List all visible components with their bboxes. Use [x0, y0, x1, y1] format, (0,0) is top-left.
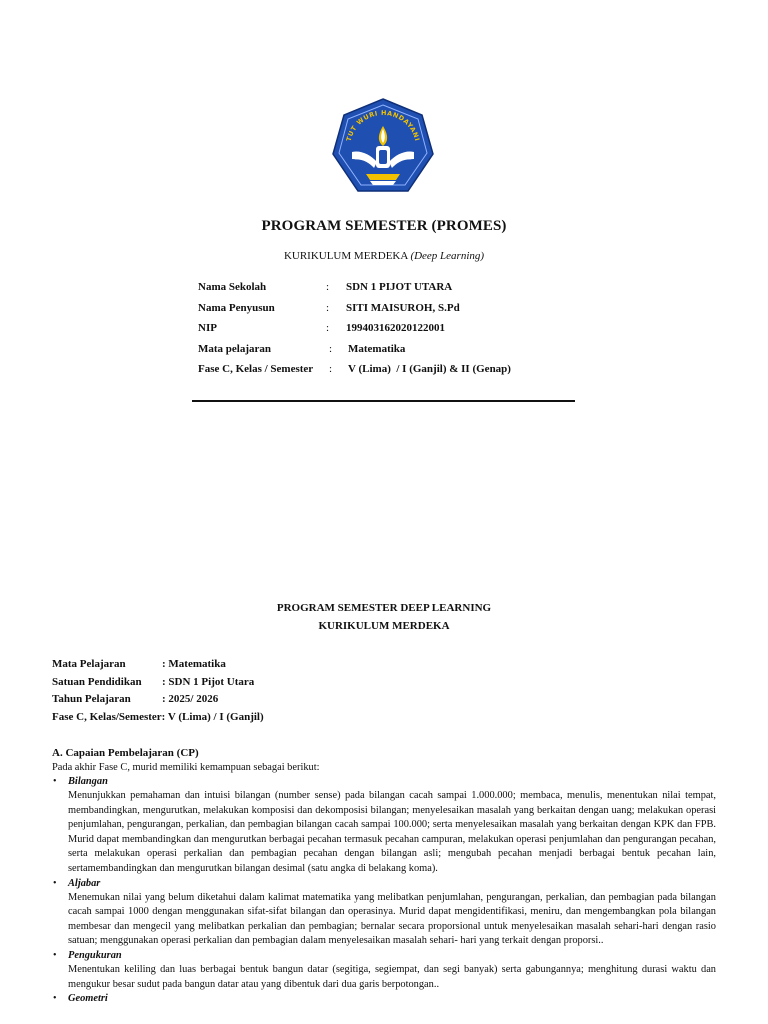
identity-label: NIP	[198, 322, 217, 334]
tut-wuri-handayani-logo-icon	[330, 96, 436, 202]
capaian-pembelajaran-section	[52, 746, 716, 1006]
info-label: Mata Pelajaran	[52, 658, 126, 670]
info-value: : V (Lima) / I (Ganjil)	[161, 710, 264, 723]
list-item	[52, 775, 716, 877]
info-label: Satuan Pendidikan	[52, 675, 142, 688]
list-item	[52, 877, 716, 949]
identity-value: SITI MAISUROH, S.Pd	[346, 301, 460, 314]
cp-heading: A. Capaian Pembelajaran (CP)	[52, 747, 199, 759]
info-row	[52, 710, 264, 728]
identity-value: V (Lima) / I (Ganjil) & II (Genap)	[348, 363, 511, 375]
cp-item-description: Menemukan nilai yang belum diketahui dalam kalimat matematika yang melibatkan penjumlahan, pengurangan, perkalian, dan pembagian pada bilangan cacah sampai 1000 dengan menggunakan sifat-sifat bilangan dan operasinya. Murid dapat mengidentifikasi, meniru, dan mengembangkan pola bilangan membesar dan mengecil yang melibatkan perkalian dan pembagian; bernalar secara proporsional untuk menyelesaikan masalah sehari-hari dengan rasio satuan; menggunakan operasi perkalian dan pembagian dalam menyelesaikan masalah sehari- hari yang terkait dengan proporsi..	[68, 891, 716, 947]
info-value: : Matematika	[162, 658, 226, 670]
identity-value: 199403162020122001	[346, 322, 445, 334]
identity-colon: :	[329, 363, 333, 375]
cp-item-description: Menunjukkan pemahaman dan intuisi bilangan (number sense) pada bilangan cacah sampai 1.000.000; membaca, menulis, menentukan nilai tempat, membandingkan, mengurutkan, melakukan komposisi dan dekomposisi bilangan; menyelesaikan masalah yang berkaitan dengan uang; melakukan operasi penjumlahan, pengurangan, perkalian, dan pembagian bilangan cacah sampai 100.000; serta menyelesaikan masalah yang berkaitan dengan KPK dan FPB. Murid dapat membandingkan dan mengurutkan berbagai pecahan termasuk pecahan campuran, melakukan operasi penjumlahan dan pengurangan pecahan, serta melakukan operasi perkalian dan pembagian pecahan dengan bilangan asli; mengubah pecahan menjadi berbagai bentuk pecahan lain, sertamembandingkan dan mengurutkan bilangan desimal (satu angka di belakang koma).	[68, 790, 716, 874]
bullet-icon: •	[53, 776, 57, 787]
identity-label: Fase C, Kelas / Semester	[198, 363, 314, 375]
info-value: : SDN 1 Pijot Utara	[162, 675, 255, 688]
bullet-icon: •	[53, 993, 57, 1005]
cp-list	[52, 775, 716, 1006]
list-item	[52, 949, 716, 992]
cp-item-name: Bilangan	[68, 776, 108, 787]
cp-item-name: Pengukuran	[68, 949, 122, 961]
identity-colon: :	[326, 301, 330, 314]
identity-colon: :	[329, 342, 333, 355]
identity-colon: :	[326, 281, 330, 293]
identity-label: Nama Sekolah	[198, 281, 267, 293]
info-table	[52, 657, 264, 727]
section-title-line-2: KURIKULUM MERDEKA	[318, 620, 450, 632]
cp-item-name: Aljabar	[68, 877, 101, 889]
cp-item-description: Menentukan keliling dan luas berbagai bentuk bangun datar (segitiga, segiempat, dan segi banyak) serta gabungannya; menghitung durasi waktu dan mengukur besar sudut pada bangun datar atau yang dibentuk dari dua garis berpotongan..	[68, 963, 716, 990]
logo-motto: TUT WURI HANDAYANI	[344, 108, 422, 143]
info-row	[52, 675, 264, 693]
subtitle-plain: KURIKULUM MERDEKA	[283, 250, 411, 262]
emblem-svg	[330, 96, 436, 202]
subtitle-italic: (Deep Learning)	[410, 250, 485, 262]
identity-colon: :	[326, 322, 330, 334]
horizontal-divider	[192, 400, 575, 402]
info-value: : 2025/ 2026	[162, 693, 219, 705]
info-label: Tahun Pelajaran	[52, 693, 131, 705]
identity-label: Mata pelajaran	[198, 342, 272, 355]
info-label: Fase C, Kelas/Semester	[52, 710, 162, 723]
document-subtitle	[0, 250, 768, 262]
list-item	[52, 992, 716, 1006]
info-row	[52, 692, 264, 710]
identity-label: Nama Penyusun	[198, 301, 275, 314]
section-title	[0, 599, 768, 635]
bullet-icon: •	[53, 877, 57, 889]
section-title-line-1: PROGRAM SEMESTER DEEP LEARNING	[276, 602, 492, 614]
identity-value: Matematika	[348, 342, 406, 355]
cp-item-name: Geometri	[68, 993, 108, 1005]
info-row	[52, 657, 264, 675]
bullet-icon: •	[53, 949, 57, 961]
identity-value: SDN 1 PIJOT UTARA	[346, 281, 453, 293]
document-title: PROGRAM SEMESTER (PROMES)	[261, 218, 507, 234]
cp-intro: Pada akhir Fase C, murid memiliki kemampuan sebagai berikut:	[52, 762, 320, 773]
